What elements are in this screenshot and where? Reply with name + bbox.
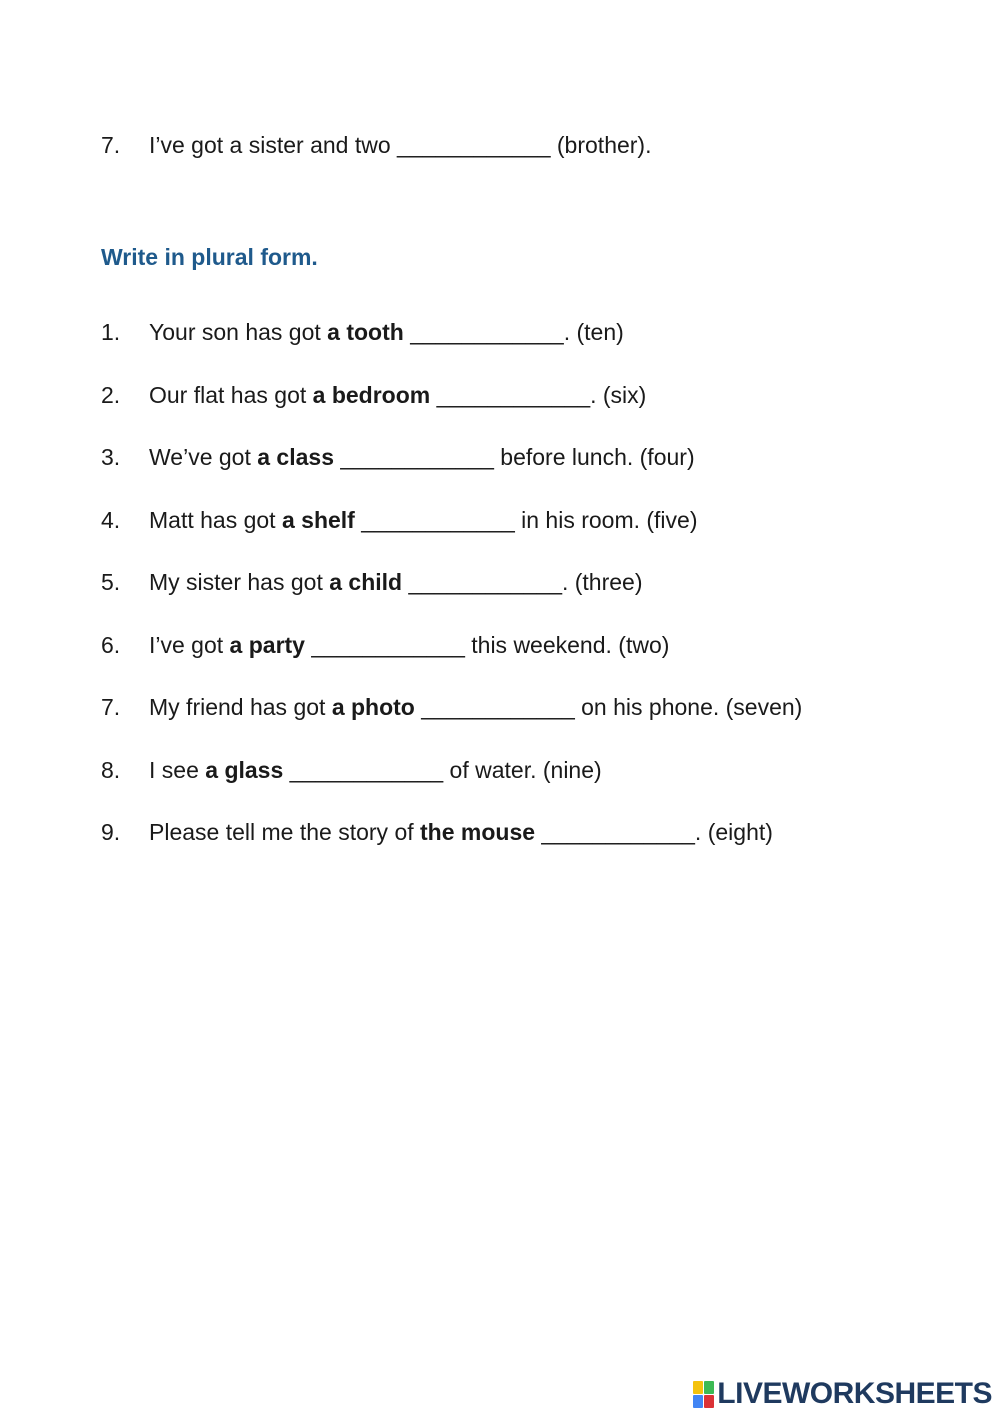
item-noun: a bedroom bbox=[312, 382, 431, 408]
item-text-pre: Your son has got bbox=[149, 319, 328, 345]
item-text-post: ____________. (six) bbox=[430, 382, 647, 408]
item-text bbox=[149, 819, 773, 845]
exercise-item bbox=[101, 443, 695, 471]
item-text-post: ____________ this weekend. (two) bbox=[304, 632, 670, 658]
item-text bbox=[149, 382, 646, 408]
item-text-post: ____________. (eight) bbox=[535, 819, 773, 845]
item-text-post: ____________ on his phone. (seven) bbox=[414, 694, 803, 720]
item-number: 8. bbox=[101, 757, 121, 783]
item-text bbox=[149, 507, 698, 533]
section-heading: Write in plural form. bbox=[101, 244, 318, 270]
item-noun: a tooth bbox=[327, 319, 404, 345]
item-text bbox=[149, 569, 643, 595]
item-text-post: ____________ of water. (nine) bbox=[283, 757, 602, 783]
item-number: 3. bbox=[101, 444, 121, 470]
item-number: 1. bbox=[101, 319, 121, 345]
item-text bbox=[149, 757, 602, 783]
item-noun: a class bbox=[257, 444, 334, 470]
exercise-item bbox=[101, 568, 643, 596]
item-number: 2. bbox=[101, 382, 121, 408]
item-text-pre: My friend has got bbox=[149, 694, 332, 720]
logo-square-icon bbox=[693, 1395, 703, 1408]
item-number: 6. bbox=[101, 632, 121, 658]
item-number: 9. bbox=[101, 819, 121, 845]
item-noun: a party bbox=[229, 632, 305, 658]
item-noun: a child bbox=[329, 569, 403, 595]
item-text: I’ve got a sister and two ____________ (brother). bbox=[149, 132, 652, 158]
item-text-pre: Matt has got bbox=[149, 507, 282, 533]
item-number: 7. bbox=[101, 132, 121, 158]
item-number: 7. bbox=[101, 694, 121, 720]
item-text-post: ____________ in his room. (five) bbox=[354, 507, 698, 533]
item-text-pre: I’ve got bbox=[149, 632, 230, 658]
exercise-item bbox=[101, 631, 669, 659]
item-text-post: ____________ before lunch. (four) bbox=[334, 444, 695, 470]
item-text-pre: I see bbox=[149, 757, 206, 783]
item-text-post: ____________. (three) bbox=[402, 569, 643, 595]
logo-square-icon bbox=[693, 1381, 703, 1394]
item-number: 5. bbox=[101, 569, 121, 595]
item-text bbox=[149, 444, 695, 470]
item-text bbox=[149, 694, 802, 720]
exercise-item bbox=[101, 818, 773, 846]
logo-mark-icon bbox=[693, 1381, 714, 1408]
liveworksheets-logo bbox=[693, 1378, 992, 1410]
exercise-item bbox=[101, 756, 602, 784]
item-noun: a glass bbox=[205, 757, 284, 783]
item-text-pre: My sister has got bbox=[149, 569, 330, 595]
item-number: 4. bbox=[101, 507, 121, 533]
item-text-post: ____________. (ten) bbox=[403, 319, 624, 345]
item-noun: the mouse bbox=[420, 819, 536, 845]
item-noun: a photo bbox=[331, 694, 415, 720]
item-text-pre: Please tell me the story of bbox=[149, 819, 421, 845]
logo-text: LIVEWORKSHEETS bbox=[717, 1377, 992, 1410]
top-item-7 bbox=[101, 131, 652, 159]
item-text bbox=[149, 319, 624, 345]
exercise-item bbox=[101, 318, 624, 346]
exercise-item bbox=[101, 381, 646, 409]
item-text-pre: Our flat has got bbox=[149, 382, 313, 408]
item-text bbox=[149, 632, 669, 658]
exercise-item bbox=[101, 506, 698, 534]
exercise-item bbox=[101, 693, 802, 721]
item-noun: a shelf bbox=[281, 507, 355, 533]
item-text-pre: We’ve got bbox=[149, 444, 258, 470]
logo-square-icon bbox=[704, 1381, 714, 1394]
logo-square-icon bbox=[704, 1395, 714, 1408]
